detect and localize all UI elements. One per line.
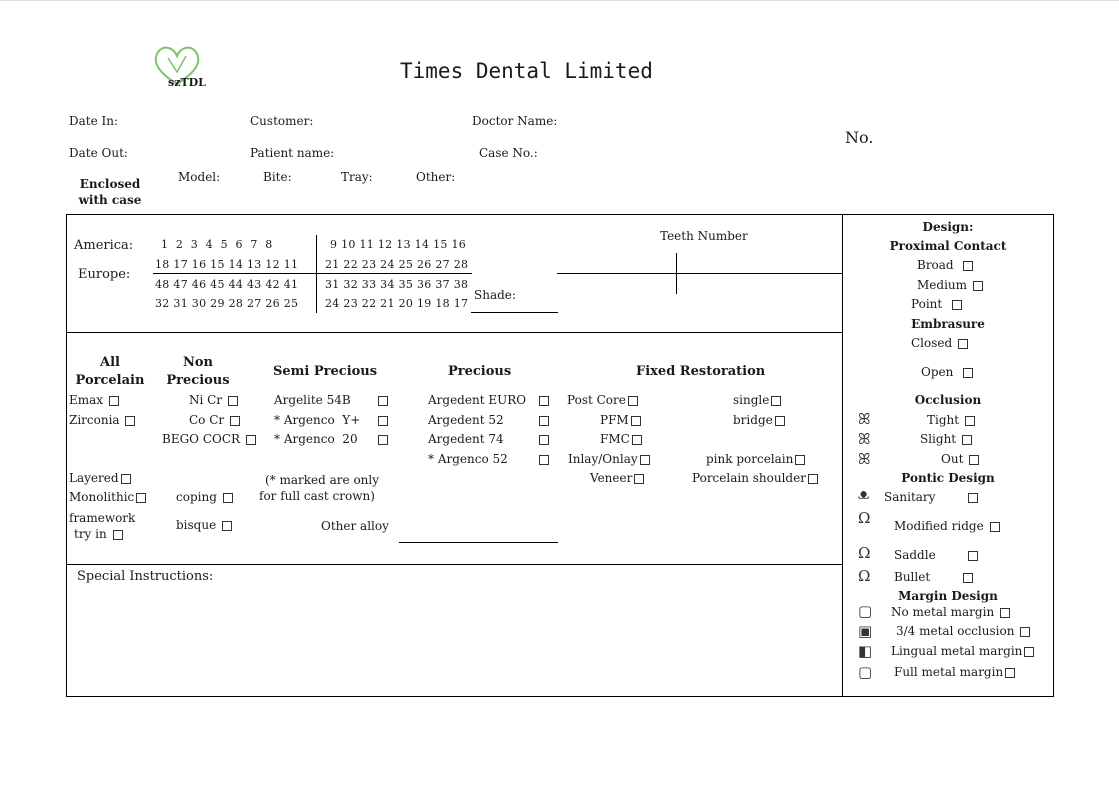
proximal-contact-heading: Proximal Contact — [889, 239, 1007, 253]
sanitary-option[interactable]: Sanitary — [884, 490, 978, 504]
saddle-option[interactable]: Saddle — [894, 548, 978, 562]
point-option[interactable]: Point — [911, 297, 962, 311]
metal-occlusion-icon: ▣ — [858, 622, 873, 640]
argenco-20-label: * Argenco 20 — [274, 432, 358, 446]
pink-porcelain-option[interactable]: pink porcelain — [706, 452, 805, 466]
argedent-74-label: Argedent 74 — [428, 432, 504, 446]
argedent-52-label: Argedent 52 — [428, 413, 504, 427]
full-metal-margin-option[interactable]: Full metal margin — [894, 665, 1015, 679]
margin-design-heading: Margin Design — [898, 589, 998, 603]
bisque-option[interactable]: bisque — [176, 518, 232, 532]
occlusion-heading: Occlusion — [914, 393, 982, 407]
marked-note-1: (* marked are only — [265, 473, 380, 487]
europe-label: Europe: — [78, 267, 131, 282]
argenco-52-label: * Argenco 52 — [428, 452, 508, 466]
america-label: America: — [74, 238, 134, 253]
checkbox[interactable] — [952, 300, 962, 310]
checkbox[interactable] — [228, 396, 238, 406]
model-label: Model: — [178, 170, 221, 184]
checkbox[interactable] — [771, 396, 781, 406]
no-metal-margin-icon: ▢ — [858, 602, 873, 620]
non-precious-heading-2: Precious — [166, 373, 230, 388]
non-precious-heading-1: Non — [182, 355, 213, 370]
all-porcelain-heading-1: All — [100, 355, 120, 370]
teeth-row-3-right: 31 32 33 34 35 36 37 38 — [325, 278, 469, 291]
slight-option[interactable]: Slight — [920, 432, 972, 446]
try-in-option[interactable]: try in — [74, 527, 123, 541]
teeth-row-1-left: 1 2 3 4 5 6 7 8 — [161, 238, 273, 251]
broad-option[interactable]: Broad — [917, 258, 973, 272]
argedent-euro-label: Argedent EURO — [428, 393, 527, 407]
materials-section-divider — [66, 564, 842, 565]
marked-note-2: for full cast crown) — [259, 489, 375, 503]
saddle-pontic-icon: Ω — [858, 544, 871, 562]
teeth-chart-horizontal — [153, 273, 472, 274]
monolithic-option[interactable]: Monolithic — [69, 490, 146, 504]
customer-label: Customer: — [250, 114, 314, 128]
case-no-label: Case No.: — [479, 146, 538, 160]
argenco-20-checkbox[interactable] — [378, 435, 388, 445]
modified-ridge-pontic-icon: Ω — [858, 509, 871, 527]
patient-name-label: Patient name: — [250, 146, 335, 160]
doctor-name-label: Doctor Name: — [472, 114, 558, 128]
open-option[interactable]: Open — [921, 365, 973, 379]
teeth-number-label: Teeth Number — [660, 229, 748, 243]
bridge-option[interactable]: bridge — [733, 413, 785, 427]
checkbox[interactable] — [775, 416, 785, 426]
checkbox[interactable] — [963, 573, 973, 583]
checkbox[interactable] — [808, 474, 818, 484]
all-porcelain-heading-2: Porcelain — [75, 373, 145, 388]
full-metal-margin-icon: ▢ — [858, 663, 873, 681]
checkbox[interactable] — [634, 474, 644, 484]
no-metal-margin-option[interactable]: No metal margin — [891, 605, 1010, 619]
checkbox[interactable] — [632, 435, 642, 445]
checkbox[interactable] — [1005, 668, 1015, 678]
embrasure-heading: Embrasure — [911, 317, 985, 331]
checkbox[interactable] — [222, 521, 232, 531]
coping-option[interactable]: coping — [176, 490, 233, 504]
checkbox[interactable] — [1000, 608, 1010, 618]
checkbox[interactable] — [109, 396, 119, 406]
single-option[interactable]: single — [733, 393, 781, 407]
modified-ridge-option[interactable]: Modified ridge — [894, 519, 1000, 533]
checkbox[interactable] — [136, 493, 146, 503]
lingual-metal-margin-icon: ◧ — [858, 642, 873, 660]
layered-option[interactable]: Layered — [69, 471, 131, 485]
checkbox[interactable] — [246, 435, 256, 445]
checkbox[interactable] — [968, 493, 978, 503]
other-alloy-field-line[interactable] — [399, 542, 558, 543]
zirconia-option[interactable]: Zirconia — [69, 413, 135, 427]
co-cr-option[interactable]: Co Cr — [189, 413, 240, 427]
pfm-option[interactable]: PFM — [600, 413, 641, 427]
date-out-label: Date Out: — [69, 146, 128, 160]
pontic-design-heading: Pontic Design — [901, 471, 995, 485]
porcelain-shoulder-option[interactable]: Porcelain shoulder — [692, 471, 818, 485]
enclosed-label: Enclosed — [79, 177, 141, 191]
checkbox[interactable] — [963, 368, 973, 378]
with-case-label: with case — [78, 193, 142, 207]
checkbox[interactable] — [962, 435, 972, 445]
checkbox[interactable] — [223, 493, 233, 503]
other-label: Other: — [416, 170, 456, 184]
teeth-row-3-left: 48 47 46 45 44 43 42 41 — [155, 278, 299, 291]
checkbox[interactable] — [628, 396, 638, 406]
closed-option[interactable]: Closed — [911, 336, 968, 350]
argelite-54b-label: Argelite 54B — [274, 393, 351, 407]
shade-field-line[interactable] — [471, 312, 558, 313]
veneer-option[interactable]: Veneer — [590, 471, 644, 485]
argedent-74-checkbox[interactable] — [539, 435, 549, 445]
checkbox[interactable] — [965, 416, 975, 426]
argenco-52-checkbox[interactable] — [539, 455, 549, 465]
argelite-54b-checkbox[interactable] — [378, 396, 388, 406]
shade-label: Shade: — [474, 288, 516, 302]
tray-label: Tray: — [341, 170, 373, 184]
teeth-chart-vertical — [316, 235, 317, 313]
fmc-option[interactable]: FMC — [600, 432, 642, 446]
post-core-option[interactable]: Post Core — [567, 393, 638, 407]
medium-option[interactable]: Medium — [917, 278, 983, 292]
argenco-y-label: * Argenco Y+ — [274, 413, 361, 427]
teeth-row-4-right: 24 23 22 21 20 19 18 17 — [325, 297, 469, 310]
out-option[interactable]: Out — [941, 452, 979, 466]
checkbox[interactable] — [795, 455, 805, 465]
checkbox[interactable] — [121, 474, 131, 484]
argenco-y-checkbox[interactable] — [378, 416, 388, 426]
tight-option[interactable]: Tight — [927, 413, 975, 427]
checkbox[interactable] — [1020, 627, 1030, 637]
case-number-label: No. — [845, 128, 874, 147]
tight-occlusion-icon: ꕤ — [858, 410, 871, 428]
checkbox[interactable] — [125, 416, 135, 426]
teeth-number-vertical — [676, 253, 677, 294]
logo — [150, 44, 205, 92]
bullet-pontic-icon: Ω — [858, 567, 871, 585]
checkbox[interactable] — [969, 455, 979, 465]
checkbox[interactable] — [640, 455, 650, 465]
bite-label: Bite: — [263, 170, 292, 184]
precious-heading: Precious — [448, 364, 512, 379]
other-alloy-label: Other alloy — [321, 519, 389, 533]
teeth-row-4-left: 32 31 30 29 28 27 26 25 — [155, 297, 299, 310]
argedent-52-checkbox[interactable] — [539, 416, 549, 426]
lingual-metal-margin-option[interactable]: Lingual metal margin — [891, 644, 1034, 658]
page-title: Times Dental Limited — [400, 59, 653, 83]
checkbox[interactable] — [968, 551, 978, 561]
teeth-row-2-left: 18 17 16 15 14 13 12 11 — [155, 258, 299, 271]
inlay-onlay-option[interactable]: Inlay/Onlay — [568, 452, 650, 466]
date-in-label: Date In: — [69, 114, 119, 128]
checkbox[interactable] — [963, 261, 973, 271]
slight-occlusion-icon: ꕤ — [858, 430, 871, 448]
checkbox[interactable] — [990, 522, 1000, 532]
checkbox[interactable] — [1024, 647, 1034, 657]
sanitary-pontic-icon: ᴥ — [858, 485, 870, 503]
emax-option[interactable]: Emax — [69, 393, 119, 407]
teeth-row-1-right: 9 10 11 12 13 14 15 16 — [330, 238, 467, 251]
bego-cocr-option[interactable]: BEGO COCR — [162, 432, 256, 446]
checkbox[interactable] — [631, 416, 641, 426]
checkbox[interactable] — [113, 530, 123, 540]
out-occlusion-icon: ꕤ — [858, 450, 871, 468]
design-divider — [842, 214, 843, 697]
ni-cr-option[interactable]: Ni Cr — [189, 393, 238, 407]
semi-precious-heading: Semi Precious — [273, 364, 378, 379]
fixed-restoration-heading: Fixed Restoration — [636, 364, 766, 379]
teeth-number-horizontal — [557, 273, 842, 274]
checkbox[interactable] — [973, 281, 983, 291]
teeth-row-2-right: 21 22 23 24 25 26 27 28 — [325, 258, 469, 271]
metal-occlusion-option[interactable]: 3/4 metal occlusion — [896, 624, 1030, 638]
special-instructions-label: Special Instructions: — [77, 569, 214, 584]
argedent-euro-checkbox[interactable] — [539, 396, 549, 406]
bullet-option[interactable]: Bullet — [894, 570, 973, 584]
framework-label: framework — [69, 511, 136, 525]
logo-text: szTDL — [168, 76, 206, 89]
teeth-section-divider — [66, 332, 842, 333]
checkbox[interactable] — [230, 416, 240, 426]
top-border — [0, 0, 1119, 1]
design-heading: Design: — [922, 220, 974, 234]
checkbox[interactable] — [958, 339, 968, 349]
